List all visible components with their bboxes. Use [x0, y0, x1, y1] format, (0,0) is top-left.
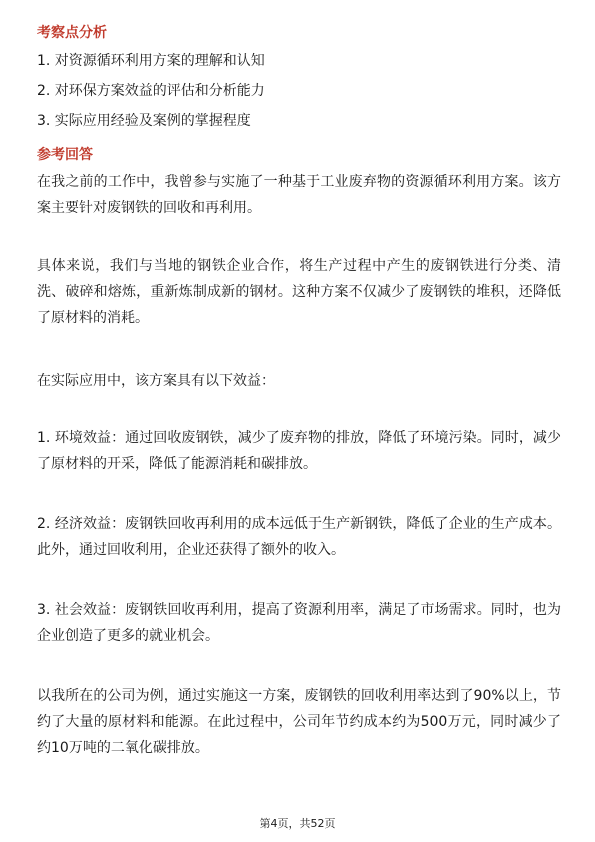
answer-title: 参考回答 [37, 147, 93, 163]
answer-paragraph-3: 在实际应用中，该方案具有以下效益： [37, 373, 275, 389]
analysis-point-3: 3. 实际应用经验及案例的掌握程度 [37, 113, 251, 129]
answer-paragraph-2: 具体来说，我们与当地的钢铁企业合作，将生产过程中产生的废钢铁进行分类、清洗、破碎和熔炼，重新炼制成新的钢材。这种方案不仅减少了废钢铁的堆积，还降低了原材料的消耗。 [37, 258, 561, 326]
page-number-footer: 第4页，共52页 [259, 817, 336, 830]
analysis-point-1: 1. 对资源循环利用方案的理解和认知 [37, 53, 265, 69]
answer-paragraph-5: 2. 经济效益：废钢铁回收再利用的成本远低于生产新钢铁，降低了企业的生产成本。此外，通过回收利用，企业还获得了额外的收入。 [37, 516, 561, 558]
answer-paragraph-1: 在我之前的工作中，我曾参与实施了一种基于工业废弃物的资源循环利用方案。该方案主要针对废钢铁的回收和再利用。 [37, 174, 561, 216]
analysis-title: 考察点分析 [37, 25, 107, 41]
answer-paragraph-4: 1. 环境效益：通过回收废钢铁，减少了废弃物的排放，降低了环境污染。同时，减少了原材料的开采，降低了能源消耗和碳排放。 [37, 430, 561, 472]
answer-paragraph-7: 以我所在的公司为例，通过实施这一方案，废钢铁的回收利用率达到了90%以上，节约了大量的原材料和能源。在此过程中，公司年节约成本约为500万元，同时减少了约10万吨的二氧化碳排放。 [37, 688, 561, 756]
analysis-point-2: 2. 对环保方案效益的评估和分析能力 [37, 83, 265, 99]
answer-paragraph-6: 3. 社会效益：废钢铁回收再利用，提高了资源利用率，满足了市场需求。同时，也为企业创造了更多的就业机会。 [37, 602, 561, 644]
